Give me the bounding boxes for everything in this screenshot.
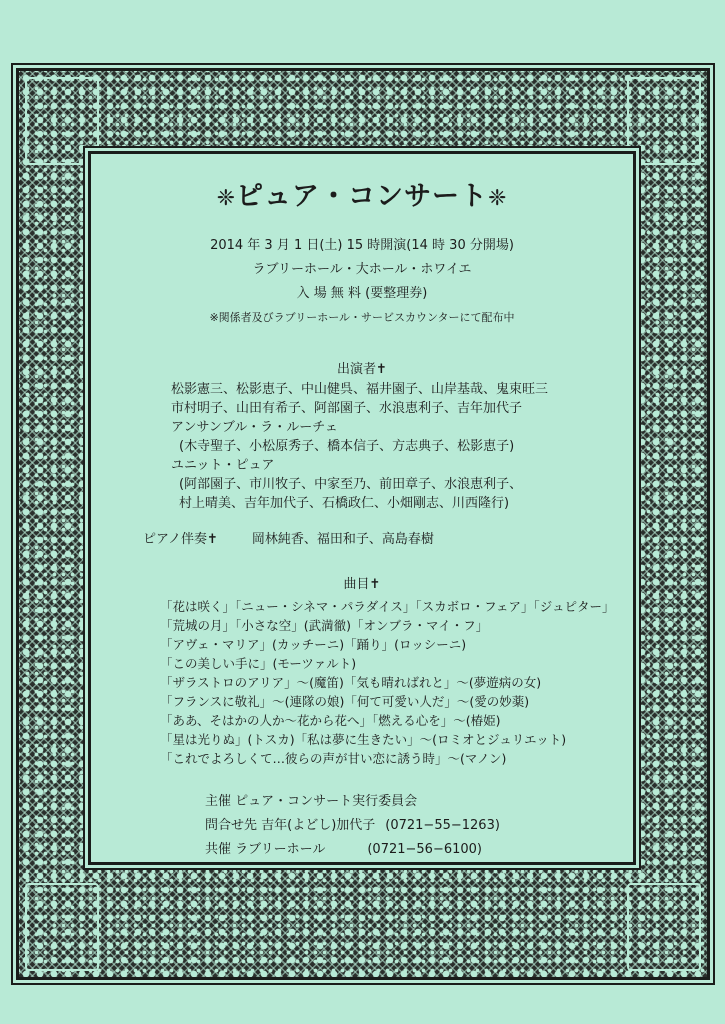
song-line: 「花は咲く」「ニュー・シネマ・パラダイス」「スカボロ・フェア」「ジュピター」	[160, 599, 615, 614]
performers-list	[171, 380, 548, 513]
title-text: ピュア・コンサート	[236, 181, 488, 212]
song-line: 「この美しい手に」(モーツァルト)	[160, 656, 357, 671]
corner-ornament	[627, 883, 701, 971]
cohost-phone: (0721−56−6100)	[367, 842, 482, 857]
performers-heading: 出演者✝	[337, 362, 387, 377]
event-admission: 入 場 無 料 (要整理券)	[296, 286, 428, 301]
content-panel	[88, 151, 636, 865]
song-line: 「ああ、そはかの人か～花から花へ」「燃える心を」～(椿姫)	[160, 713, 501, 728]
performer-line: アンサンブル・ラ・ルーチェ	[171, 420, 338, 435]
performer-line: ユニット・ピュア	[171, 458, 275, 473]
corner-ornament	[627, 77, 701, 165]
page-title	[91, 174, 633, 213]
performer-line: 市村明子、山田有希子、阿部園子、水浪恵利子、吉年加代子	[171, 401, 523, 416]
program-heading: 曲目✝	[343, 577, 381, 592]
contact: 問合せ先 吉年(よどし)加代子	[205, 818, 376, 833]
song-line: 「ザラストロのアリア」～(魔笛)「気も晴ればれと」～(夢遊病の女)	[160, 675, 542, 690]
piano-accompaniment	[143, 528, 434, 547]
cohost: 共催 ラブリーホール	[205, 842, 326, 857]
song-line: 「フランスに敬礼」～(連隊の娘)「何て可愛い人だ」～(愛の妙薬)	[160, 694, 530, 709]
performer-line: (阿部園子、市川牧子、中家至乃、前田章子、水浪恵利子、	[179, 477, 523, 492]
song-line: 「これでよろしくて…彼らの声が甘い恋に誘う時」～(マノン)	[160, 751, 507, 766]
footer-info	[205, 790, 500, 862]
performer-line: 松影憲三、松影恵子、中山健呉、福井園子、山岸基哉、鬼束旺三	[171, 382, 549, 397]
event-venue: ラブリーホール・大ホール・ホワイエ	[252, 262, 472, 277]
organizer: 主催 ピュア・コンサート実行委員会	[205, 794, 418, 809]
event-note: ※関係者及びラブリーホール・サービスカウンターにて配布中	[209, 311, 515, 324]
event-info	[91, 234, 633, 330]
song-line: 「アヴェ・マリア」(カッチーニ)「踊り」(ロッシーニ)	[160, 637, 467, 652]
piano-label: ピアノ伴奏✝	[143, 532, 218, 547]
program-list	[160, 597, 615, 768]
performer-line: (木寺聖子、小松原秀子、橋本信子、方志典子、松影恵子)	[179, 439, 515, 454]
performer-line: 村上晴美、吉年加代子、石橋政仁、小畑剛志、川西隆行)	[179, 496, 510, 511]
song-line: 「荒城の月」「小さな空」(武満徹)「オンブラ・マイ・フ」	[160, 618, 489, 633]
piano-names: 岡林純香、福田和子、高島春樹	[251, 532, 434, 547]
contact-phone: (0721−55−1263)	[385, 818, 500, 833]
event-datetime: 2014 年 3 月 1 日(土) 15 時開演(14 時 30 分開場)	[210, 238, 514, 253]
ornament-icon: ❈	[488, 186, 508, 211]
ornament-icon: ❈	[216, 186, 236, 211]
song-line: 「星は光りぬ」(トスカ)「私は夢に生きたい」～(ロミオとジュリエット)	[160, 732, 567, 747]
corner-ornament	[25, 883, 99, 971]
